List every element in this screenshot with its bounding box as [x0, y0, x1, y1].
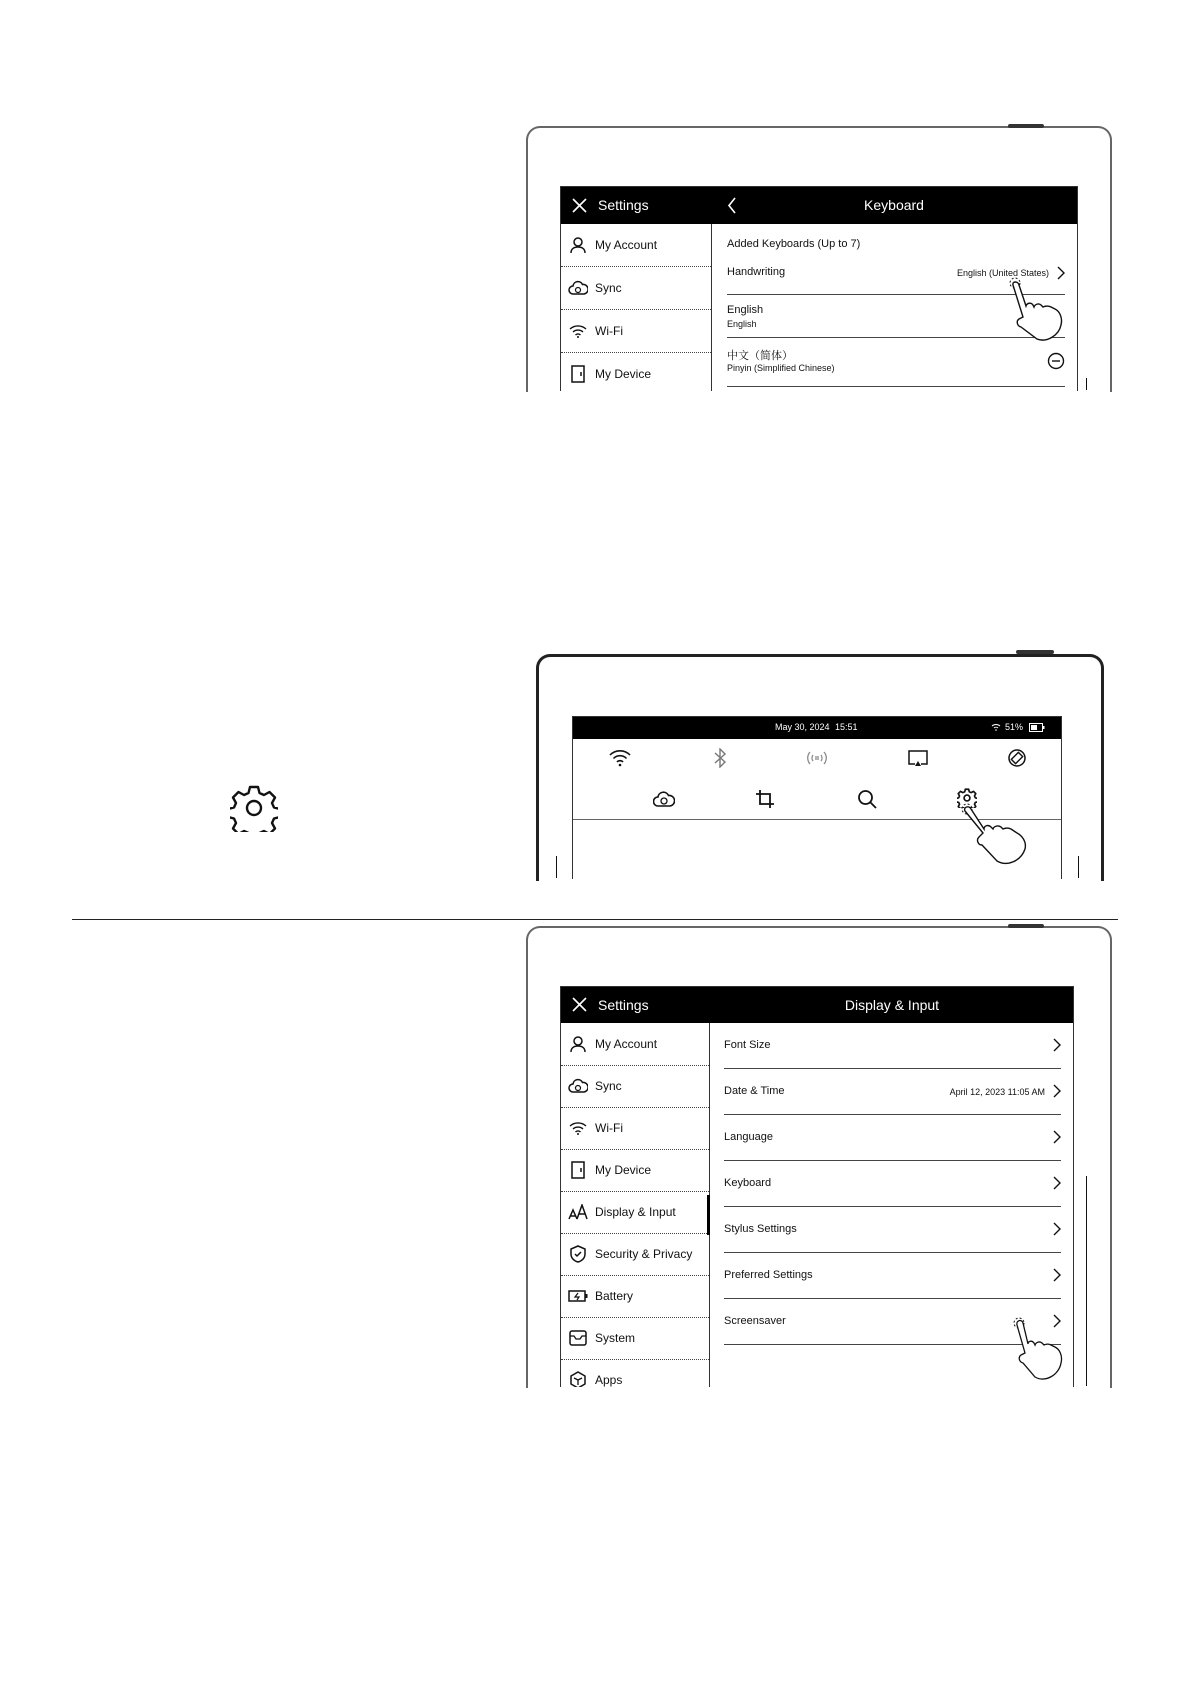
page-title: Display & Input [844, 997, 940, 1013]
sidebar-item-label: Display & Input [595, 1205, 676, 1219]
wifi-icon [561, 1121, 595, 1135]
status-bar [573, 717, 1061, 739]
power-button [1008, 924, 1044, 928]
active-indicator [707, 1195, 710, 1235]
settings-row-date-time[interactable] [724, 1069, 1061, 1115]
top-bar [561, 987, 1073, 1023]
row-value: April 12, 2023 11:05 AM [949, 1087, 1045, 1097]
row-label: Font Size [724, 1039, 771, 1051]
chevron-right-icon [1053, 1084, 1061, 1098]
settings-row-font-size[interactable] [724, 1023, 1061, 1069]
hotspot-icon[interactable] [805, 750, 829, 766]
sidebar-item-apps[interactable] [561, 1359, 709, 1387]
tap-hand-icon [1003, 277, 1073, 347]
cloud-sync-icon [561, 1078, 595, 1094]
bluetooth-icon[interactable] [713, 748, 727, 768]
row-label: Keyboard [724, 1177, 772, 1189]
power-button [1008, 124, 1044, 128]
scrollbar[interactable] [1086, 1176, 1087, 1386]
sidebar-item-label: Sync [595, 281, 622, 295]
rotate-lock-icon[interactable] [1007, 748, 1027, 768]
row-label: Stylus Settings [724, 1223, 797, 1235]
sidebar-item-sync[interactable] [561, 1065, 709, 1108]
sidebar-item-my-account[interactable] [561, 1023, 709, 1066]
row-label: Preferred Settings [724, 1269, 813, 1281]
battery-icon [1029, 723, 1045, 732]
tap-hand-icon [957, 803, 1037, 873]
sidebar-item-system[interactable] [561, 1317, 709, 1360]
battery-icon [561, 1290, 595, 1302]
close-icon[interactable] [572, 198, 587, 213]
sidebar [561, 224, 712, 391]
scrollbar[interactable] [1086, 378, 1087, 390]
sidebar-item-my-account[interactable] [561, 224, 711, 267]
row-label: Language [724, 1131, 773, 1143]
chevron-right-icon [1053, 1222, 1061, 1236]
chevron-right-icon [1053, 1038, 1061, 1052]
remove-icon[interactable] [1047, 352, 1065, 370]
device-icon [561, 1161, 595, 1179]
sidebar-item-label: Sync [595, 1079, 622, 1093]
sidebar-item-battery[interactable] [561, 1275, 709, 1318]
keyboard-sub: Pinyin (Simplified Chinese) [727, 363, 835, 373]
bezel-mark [556, 856, 557, 878]
sidebar-item-label: My Account [595, 238, 658, 252]
search-icon[interactable] [857, 789, 877, 809]
shield-icon [561, 1245, 595, 1263]
tap-hand-icon [1011, 1317, 1067, 1387]
sidebar-title: Settings [598, 197, 649, 213]
sidebar-item-my-device[interactable] [561, 1149, 709, 1192]
gear-icon [230, 784, 278, 832]
chevron-right-icon [1053, 1268, 1061, 1282]
keyboard-name: English [727, 304, 764, 316]
sidebar-item-label: My Device [595, 1163, 652, 1177]
sidebar-item-sync[interactable] [561, 267, 711, 310]
screencast-icon[interactable] [907, 749, 929, 767]
status-time: 15:51 [835, 722, 858, 732]
row-label: Date & Time [724, 1085, 785, 1097]
cloud-sync-icon[interactable] [653, 790, 675, 808]
power-button [1016, 650, 1054, 654]
settings-row-stylus-settings[interactable] [724, 1207, 1061, 1253]
person-icon [561, 1035, 595, 1053]
wifi-icon[interactable] [609, 749, 631, 767]
wifi-icon [561, 324, 595, 338]
close-icon[interactable] [572, 997, 587, 1012]
battery-percent: 51% [1005, 722, 1024, 732]
device-icon [561, 365, 595, 383]
chevron-right-icon [1053, 1130, 1061, 1144]
sidebar-item-wifi[interactable] [561, 310, 711, 353]
status-date: May 30, 2024 [775, 722, 830, 732]
sidebar-item-label: Wi-Fi [595, 1121, 623, 1135]
keyboard-sub: English [727, 319, 757, 329]
sidebar-item-label: System [595, 1331, 636, 1345]
person-icon [561, 236, 595, 254]
sidebar-item-label: Wi-Fi [595, 324, 623, 338]
cloud-sync-icon [561, 280, 595, 296]
sidebar-item-display-input[interactable] [561, 1191, 709, 1234]
crop-icon[interactable] [755, 789, 775, 809]
bezel-mark [1078, 856, 1079, 878]
sidebar-title: Settings [598, 997, 649, 1013]
keyboard-name: 中文（简体） [727, 350, 793, 362]
sidebar-item-label: Security & Privacy [595, 1247, 693, 1261]
display-input-screen [560, 986, 1074, 1387]
control-center-screen [572, 716, 1062, 879]
sidebar-item-security-privacy[interactable] [561, 1233, 709, 1276]
section-title: Added Keyboards (Up to 7) [727, 238, 861, 250]
row-value: English (United States) [956, 268, 1049, 278]
settings-row-language[interactable] [724, 1115, 1061, 1161]
sidebar [561, 1023, 710, 1387]
sidebar-item-wifi[interactable] [561, 1107, 709, 1150]
keyboard-settings-screen [560, 186, 1078, 391]
apps-icon [561, 1371, 595, 1387]
sidebar-item-label: My Device [595, 367, 652, 381]
row-label: Handwriting [727, 266, 786, 278]
system-icon [561, 1330, 595, 1346]
sidebar-item-my-device[interactable] [561, 353, 711, 391]
section-divider [72, 919, 1118, 920]
font-size-icon [561, 1204, 595, 1220]
wifi-status-icon [991, 723, 1001, 731]
settings-row-preferred-settings[interactable] [724, 1253, 1061, 1299]
settings-row-keyboard[interactable] [724, 1161, 1061, 1207]
page-title: Keyboard [864, 197, 924, 213]
top-bar [561, 187, 1077, 224]
row-label: Screensaver [724, 1315, 786, 1327]
chevron-right-icon [1053, 1176, 1061, 1190]
sidebar-item-label: Apps [595, 1373, 623, 1387]
sidebar-item-label: My Account [595, 1037, 658, 1051]
sidebar-item-label: Battery [595, 1289, 634, 1303]
